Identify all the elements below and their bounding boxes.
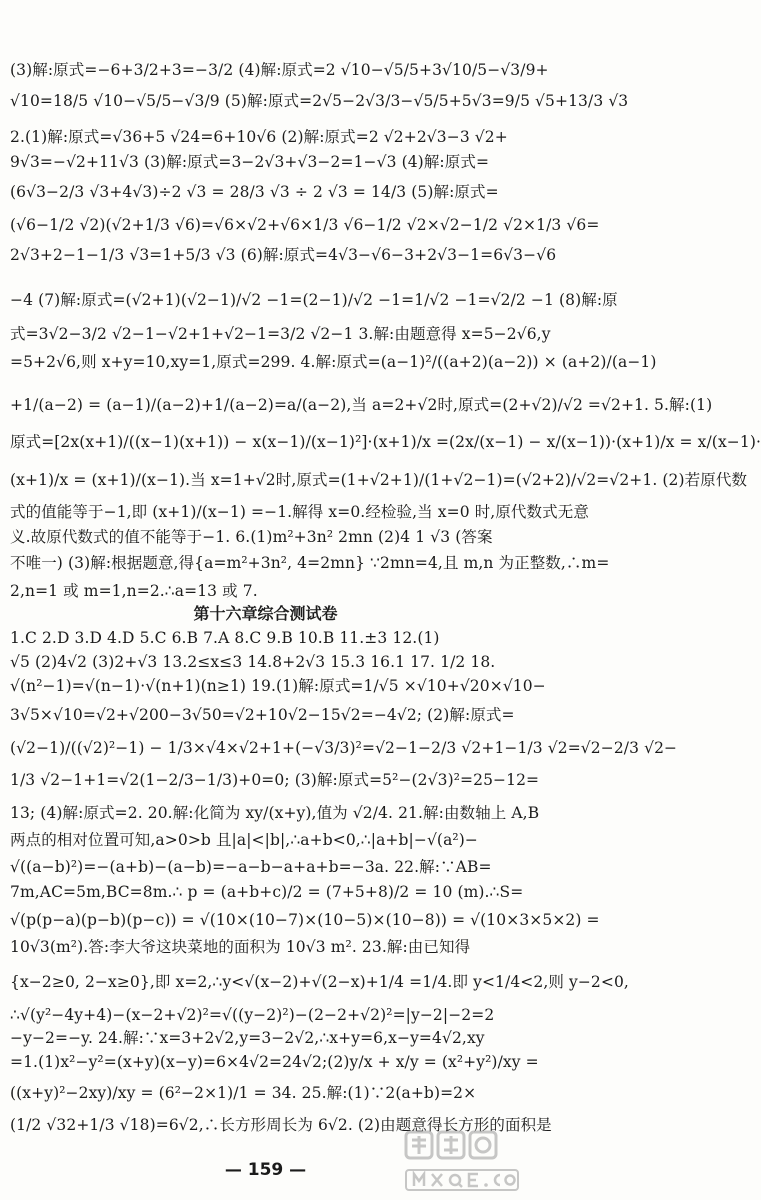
text-line: (1/2 √32+1/3 √18)=6√2,∴长方形周长为 6√2. (2)由题意得长方形的面积是	[10, 1116, 552, 1134]
text-line: 1/3 √2−1+1=√2(1−2/3−1/3)+0=0; (3)解:原式=5²−(2√3)²=25−12=	[10, 771, 540, 789]
text-line: √(n²−1)=√(n−1)·√(n+1)(n≥1) 19.(1)解:原式=1/√5 ×√10+√20×√10−	[10, 677, 546, 695]
section-heading: 第十六章综合测试卷	[193, 604, 338, 623]
text-line: √5 (2)4√2 (3)2+√3 13.2≤x≤3 14.8+2√3 15.3 16.1 17. 1/2 18.	[10, 653, 496, 671]
text-line: 7m,AC=5m,BC=8m.∴ p = (a+b+c)/2 = (7+5+8)/2 = 10 (m).∴S=	[10, 883, 524, 901]
text-line: √10=18/5 √10−√5/5−√3/9 (5)解:原式=2√5−2√3/3−√5/5+5√3=9/5 √5+13/3 √3	[10, 92, 629, 110]
text-line: (√2−1)/((√2)²−1) − 1/3×√4×√2+1+(−√3/3)²=√2−1−2/3 √2+1−1/3 √2=√2−2/3 √2−	[10, 739, 678, 757]
text-line: =5+2√6,则 x+y=10,xy=1,原式=299. 4.解:原式=(a−1)²/((a+2)(a−2)) × (a+2)/(a−1)	[10, 353, 657, 371]
text-line: 10√3(m²).答:李大爷这块菜地的面积为 10√3 m². 23.解:由已知得	[10, 938, 471, 956]
text-line: +1/(a−2) = (a−1)/(a−2)+1/(a−2)=a/(a−2),当 a=2+√2时,原式=(2+√2)/√2 =√2+1. 5.解:(1)	[10, 396, 713, 414]
text-line: 义.故原代数式的值不能等于−1. 6.(1)m²+3n² 2mn (2)4 1 √3 (答案	[10, 528, 493, 546]
text-line: 9√3=−√2+11√3 (3)解:原式=3−2√3+√3−2=1−√3 (4)解:原式=	[10, 153, 490, 171]
text-line: √((a−b)²)=−(a+b)−(a−b)=−a−b−a+a+b=−3a. 22.解:∵AB=	[10, 858, 492, 876]
text-line: 式=3√2−3/2 √2−1−√2+1+√2−1=3/2 √2−1 3.解:由题意得 x=5−2√6,y	[10, 325, 551, 343]
text-line: ((x+y)²−2xy)/xy = (6²−2×1)/1 = 34. 25.解:(1)∵2(a+b)=2×	[10, 1084, 477, 1102]
text-line: 1.C 2.D 3.D 4.D 5.C 6.B 7.A 8.C 9.B 10.B 11.±3 12.(1)	[10, 629, 440, 647]
text-line: (3)解:原式=−6+3/2+3=−3/2 (4)解:原式=2 √10−√5/5+3√10/5−√3/9+	[10, 61, 549, 79]
text-line: 2,n=1 或 m=1,n=2.∴a=13 或 7.	[10, 582, 258, 600]
text-line: ∴√(y²−4y+4)−(x−2+√2)²=√((y−2)²)−(2−2+√2)²=|y−2|−2=2	[10, 1006, 495, 1024]
text-line: 两点的相对位置可知,a>0>b 且|a|<|b|,∴a+b<0,∴|a+b|−√(a²)−	[10, 831, 478, 849]
text-line: 式的值能等于−1,即 (x+1)/(x−1) =−1.解得 x=0.经检验,当 x=0 时,原代数式无意	[10, 503, 589, 521]
watermark-logo	[400, 1126, 525, 1196]
text-line: (x+1)/x = (x+1)/(x−1).当 x=1+√2时,原式=(1+√2+1)/(1+√2−1)=(√2+2)/√2=√2+1. (2)若原代数	[10, 471, 748, 489]
text-line: 不唯一) (3)解:根据题意,得{a=m²+3n², 4=2mn} ∵2mn=4,且 m,n 为正整数,∴m=	[10, 554, 610, 572]
text-line: 3√5×√10=√2+√200−3√50=√2+10√2−15√2=−4√2; (2)解:原式=	[10, 706, 515, 724]
text-line: −4 (7)解:原式=(√2+1)(√2−1)/√2 −1=(2−1)/√2 −1=1/√2 −1=√2/2 −1 (8)解:原	[10, 291, 618, 309]
text-line: −y−2=−y. 24.解:∵x=3+2√2,y=3−2√2,∴x+y=6,x−y=4√2,xy	[10, 1029, 485, 1047]
text-line: √(p(p−a)(p−b)(p−c)) = √(10×(10−7)×(10−5)×(10−8)) = √(10×3×5×2) =	[10, 911, 600, 929]
text-line: =1.(1)x²−y²=(x+y)(x−y)=6×4√2=24√2;(2)y/x + x/y = (x²+y²)/xy =	[10, 1053, 539, 1071]
text-line: 2.(1)解:原式=√36+5 √24=6+10√6 (2)解:原式=2 √2+2√3−3 √2+	[10, 128, 508, 146]
text-line: 原式=[2x(x+1)/((x−1)(x+1)) − x(x−1)/(x−1)²]·(x+1)/x =(2x/(x−1) − x/(x−1))·(x+1)/x = x/(x−1)·	[10, 433, 761, 451]
text-line: {x−2≥0, 2−x≥0},即 x=2,∴y<√(x−2)+√(2−x)+1/4 =1/4.即 y<1/4<2,则 y−2<0,	[10, 973, 629, 991]
page-number: — 159 —	[224, 1160, 307, 1180]
text-line: (6√3−2/3 √3+4√3)÷2 √3 = 28/3 √3 ÷ 2 √3 = 14/3 (5)解:原式=	[10, 183, 499, 201]
text-line: 13; (4)解:原式=2. 20.解:化简为 xy/(x+y),值为 √2/4. 21.解:由数轴上 A,B	[10, 804, 540, 822]
text-line: (√6−1/2 √2)(√2+1/3 √6)=√6×√2+√6×1/3 √6−1/2 √2×√2−1/2 √2×1/3 √6=	[10, 216, 600, 234]
text-line: 2√3+2−1−1/3 √3=1+5/3 √3 (6)解:原式=4√3−√6−3+2√3−1=6√3−√6	[10, 246, 557, 264]
